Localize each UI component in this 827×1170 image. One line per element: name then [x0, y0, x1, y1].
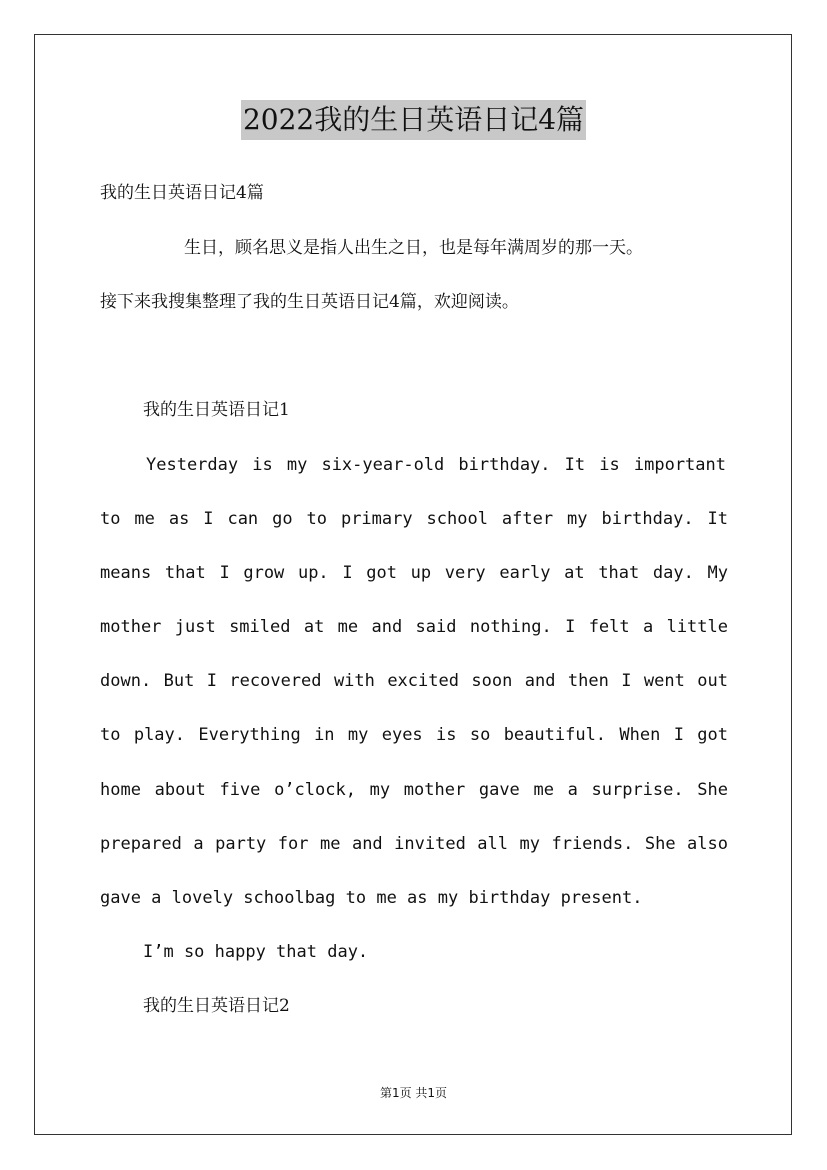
intro-line-2: 接下来我搜集整理了我的生日英语日记4篇，欢迎阅读。 — [100, 292, 519, 312]
body-line-5: down. But I recovered with excited soon and then I went out — [100, 671, 728, 691]
body-line-6: to play. Everything in my eyes is so beautiful. When I got — [100, 725, 728, 745]
closing-line: I’m so happy that day. — [143, 942, 369, 962]
section-heading-2: 我的生日英语日记2 — [143, 996, 290, 1016]
section-heading-1: 我的生日英语日记1 — [143, 400, 290, 420]
document-title: 2022我的生日英语日记4篇 — [241, 100, 586, 140]
intro-line-1: 生日，顾名思义是指人出生之日，也是每年满周岁的那一天。 — [184, 238, 643, 258]
body-line-3: means that I grow up. I got up very early at that day. My — [100, 563, 728, 583]
body-line-7: home about five o’clock, my mother gave me a surprise. She — [100, 780, 728, 800]
page-footer: 第1页 共1页 — [379, 1086, 448, 1100]
body-line-9: gave a lovely schoolbag to me as my birthday present. — [100, 888, 643, 908]
body-line-2: to me as I can go to primary school after my birthday. It — [100, 509, 728, 529]
body-line-4: mother just smiled at me and said nothing. I felt a little — [100, 617, 728, 637]
body-line-8: prepared a party for me and invited all my friends. She also — [100, 834, 728, 854]
document-subtitle: 我的生日英语日记4篇 — [100, 183, 264, 203]
body-line-1: Yesterday is my six-year-old birthday. It is important — [146, 455, 726, 475]
